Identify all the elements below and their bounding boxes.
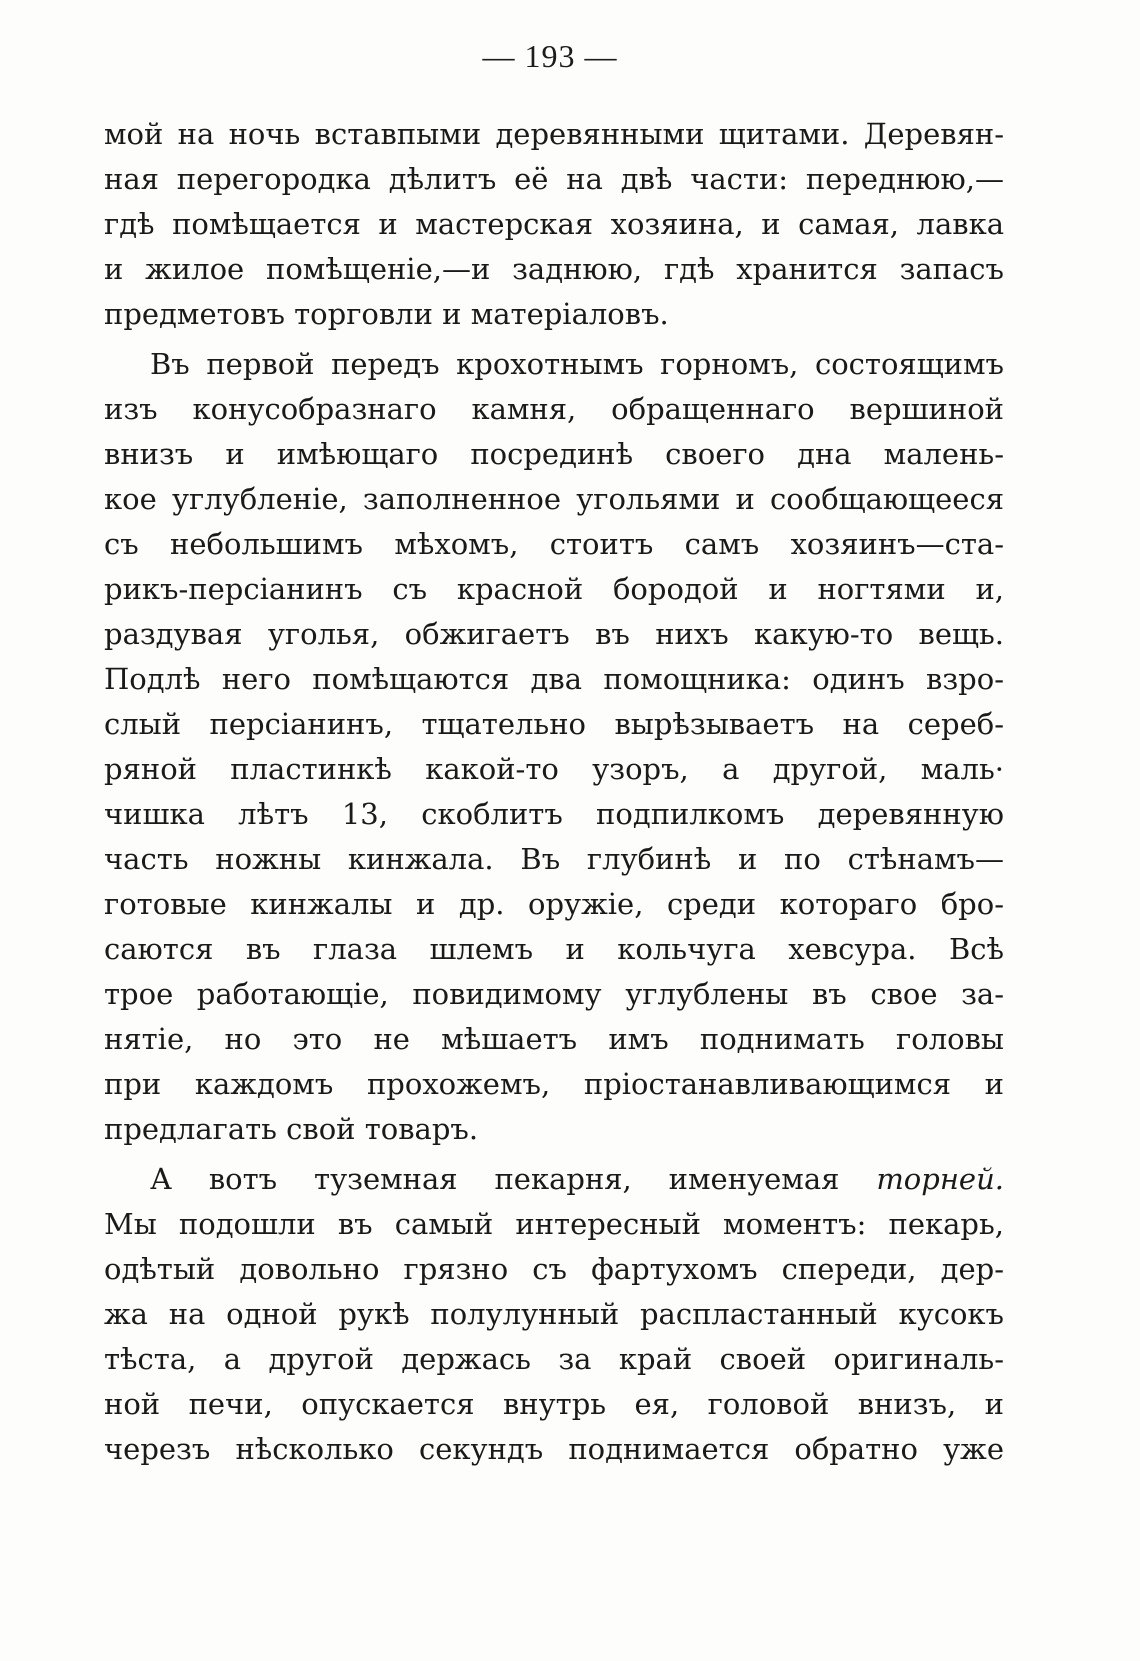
text-line: готовые кинжалы и др. оружіе, среди котораго бро- bbox=[104, 887, 1004, 921]
page-number: — 193 — bbox=[482, 38, 618, 74]
text-line: изъ конусобразнаго камня, обращеннаго вершиной bbox=[104, 392, 1004, 426]
text-line: мой на ночь вставпыми деревянными щитами. Деревян- bbox=[104, 117, 1004, 151]
text-line: при каждомъ прохожемъ, пріостанавливающимся и bbox=[104, 1067, 1004, 1101]
text-line: съ небольшимъ мѣхомъ, стоитъ самъ хозяинъ—ста- bbox=[104, 527, 1004, 561]
body-text bbox=[104, 112, 1004, 1472]
paragraph bbox=[104, 1157, 1004, 1472]
text-line: саются въ глаза шлемъ и кольчуга хевсура. Всѣ bbox=[104, 932, 1004, 966]
text-line: предметовъ торговли и матеріаловъ. bbox=[104, 297, 669, 331]
text-line: нятіе, но это не мѣшаетъ имъ поднимать головы bbox=[104, 1022, 1004, 1056]
text-line: слый персіанинъ, тщательно вырѣзываетъ на сереб- bbox=[104, 707, 1004, 741]
text-line: гдѣ помѣщается и мастерская хозяина, и самая, лавка bbox=[104, 207, 1004, 241]
paragraph bbox=[104, 342, 1004, 1152]
text-line: одѣтый довольно грязно съ фартухомъ спереди, дер- bbox=[104, 1252, 1004, 1286]
text-line: Въ первой передъ крохотнымъ горномъ, состоящимъ bbox=[150, 347, 1004, 381]
text-line: кое углубленіе, заполненное угольями и сообщающееся bbox=[104, 482, 1004, 516]
text-line: чишка лѣтъ 13, скоблитъ подпилкомъ деревянную bbox=[104, 797, 1004, 831]
text-span: А вотъ туземная пекарня, именуемая bbox=[150, 1162, 877, 1196]
text-line: трое работающіе, повидимому углублены въ свое за- bbox=[104, 977, 1004, 1011]
text-line: Подлѣ него помѣщаются два помощника: одинъ взро- bbox=[104, 662, 1004, 696]
text-line: и жилое помѣщеніе,—и заднюю, гдѣ хранится запасъ bbox=[104, 252, 1004, 286]
text-line: ряной пластинкѣ какой-то узоръ, а другой, маль· bbox=[104, 752, 1004, 786]
text-line: раздувая уголья, обжигаетъ въ нихъ какую-то вещь. bbox=[104, 617, 1004, 651]
text-line: тѣста, а другой держась за край своей оригиналь- bbox=[104, 1342, 1004, 1376]
text-line: часть ножны кинжала. Въ глубинѣ и по стѣнамъ— bbox=[104, 842, 1004, 876]
paragraph bbox=[104, 112, 1004, 337]
text-line: внизъ и имѣющаго посрединѣ своего дна малень- bbox=[104, 437, 1004, 471]
text-line: жа на одной рукѣ полулунный распластанный кусокъ bbox=[104, 1297, 1004, 1331]
text-line: предлагать свой товаръ. bbox=[104, 1112, 479, 1146]
text-line: рикъ-персіанинъ съ красной бородой и ногтями и, bbox=[104, 572, 1004, 606]
text-line: ная перегородка дѣлитъ её на двѣ части: переднюю,— bbox=[104, 162, 1004, 196]
text-line: черезъ нѣсколько секундъ поднимается обратно уже bbox=[104, 1432, 1004, 1466]
text-line: ной печи, опускается внутрь ея, головой внизъ, и bbox=[104, 1387, 1004, 1421]
italic-term: торней. bbox=[876, 1162, 1004, 1196]
text-line bbox=[104, 1157, 1004, 1202]
text-line: Мы подошли въ самый интересный моментъ: пекарь, bbox=[104, 1207, 1004, 1241]
